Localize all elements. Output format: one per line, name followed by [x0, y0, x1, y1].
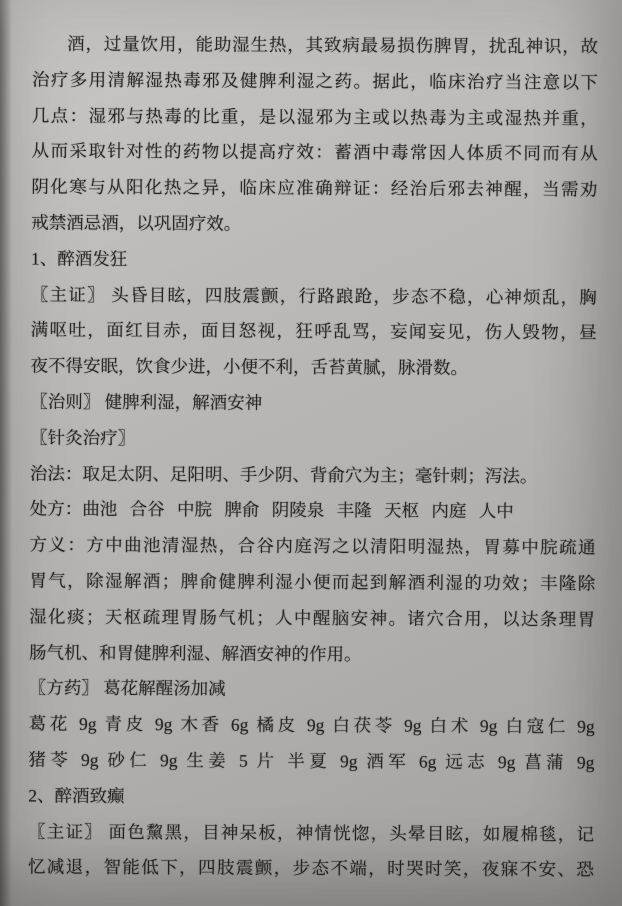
- intro-paragraph-line: 从而采取针对性的药物以提高疗效：蓄酒中毒常因人体质不同而有从: [31, 140, 598, 164]
- intro-paragraph-line: 戒禁酒忌酒，以巩固疗效。: [31, 212, 242, 234]
- section1-treatment-method: 治法：取足太阴、足阳明、手少阴、背俞穴为主；毫针刺；泻法。: [29, 463, 538, 486]
- intro-paragraph-line: 治疗多用清解湿热毒邪及健脾利湿之药。据此，临床治疗当注意以下: [31, 69, 599, 93]
- section2-heading: 2、醉酒致癫: [28, 785, 125, 806]
- section1-heading: 1、醉酒发狂: [30, 248, 128, 269]
- section1-rationale-line: 胃气，除湿解酒；脾俞健脾利湿小便而起到解酒利湿的功效；丰隆除: [29, 570, 596, 594]
- section1-rationale-line: 方义：方中曲池清湿热，合谷内庭泻之以清阳明湿热，胃募中脘疏通: [29, 534, 596, 558]
- section1-main-symptom-line: 夜不得安眠，饮食少进，小便不利，舌苔黄腻，脉滑数。: [30, 355, 469, 378]
- section1-treatment-principle: 〖治则〗 健脾利湿，解酒安神: [30, 391, 263, 413]
- page-text-block: [28, 27, 598, 889]
- section1-formula-name: 〖方药〗 葛花解醒汤加减: [28, 677, 226, 699]
- section1-acupuncture-header: 〖针灸治疗〗: [30, 427, 136, 448]
- section1-main-symptom-line: 满呕吐，面红目赤，面目怒视，狂呼乱骂，妄闻妄见，伤人毁物，昼: [30, 319, 597, 343]
- section1-rationale-line: 肠气机、和胃健脾利湿、解酒安神的作用。: [28, 642, 362, 664]
- page-edge-shadow: [0, 0, 12, 906]
- intro-paragraph-line: 酒，过量饮用，能助湿生热，其致病最易损伤脾胃，扰乱神识，故: [67, 33, 599, 57]
- section2-main-symptom-line: 忆减退，智能低下，四肢震颤，步态不端，时哭时笑，夜寐不安、恐: [27, 856, 594, 880]
- section2-main-symptom-line: 〖主证〗 面色黧黑，目神呆板，神情恍惚，头晕目眩，如履棉毯，记: [27, 821, 595, 845]
- section1-herb-dosage-line: 葛花 9g 青皮 9g 木香 6g 橘皮 9g 白茯苓 9g 白术 9g 白寇仁 9g: [28, 713, 595, 737]
- section1-rationale-line: 湿化痰；天枢疏理胃肠气机；人中醒脑安神。诸穴合用，以达条理胃: [29, 606, 596, 630]
- intro-paragraph-line: 几点：湿邪与热毒的比重，是以湿邪为主或以热毒为主或湿热并重，: [31, 105, 598, 129]
- section1-herb-dosage-line: 猪苓 9g 砂仁 9g 生姜 5 片 半夏 9g 酒军 6g 远志 9g 菖蒲 9g: [28, 749, 595, 773]
- intro-paragraph-line: 阴化寒与从阳化热之异，临床应准确辩证：经治后邪去神醒，当需劝: [31, 176, 598, 200]
- section1-acupoint-prescription: 处方：曲池 合谷 中脘 脾俞 阴陵泉 丰隆 天枢 内庭 人中: [29, 498, 514, 522]
- section1-main-symptom-line: 〖主证〗 头昏目眩，四肢震颤，行路踉跄，步态不稳，心神烦乱，胸: [30, 284, 597, 308]
